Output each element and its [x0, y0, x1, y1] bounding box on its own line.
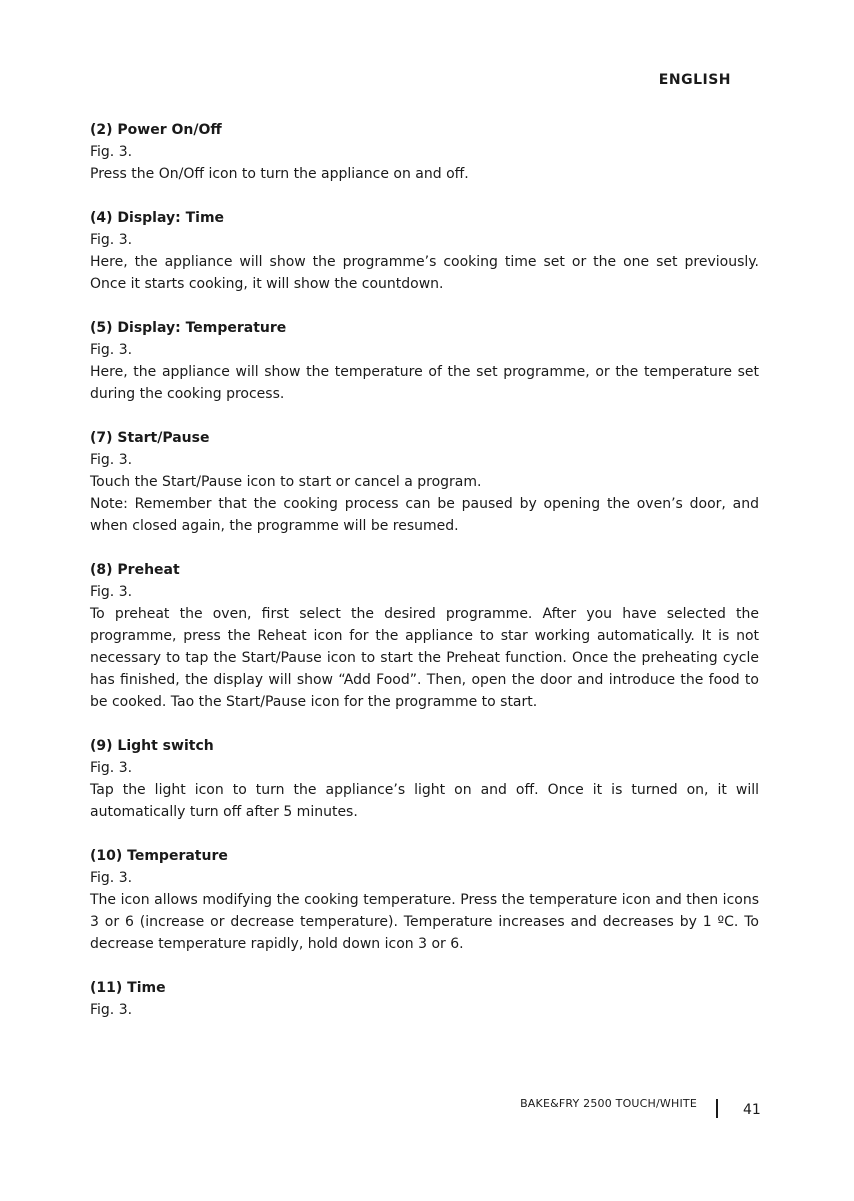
page-content [90, 119, 759, 1043]
language-label: ENGLISH [658, 72, 731, 88]
section-time [90, 977, 759, 1021]
section-heading: (10) Temperature [90, 848, 228, 864]
figure-ref: Fig. 3. [90, 760, 133, 776]
section-temperature [90, 845, 759, 955]
figure-ref: Fig. 3. [90, 870, 133, 886]
figure-ref: Fig. 3. [90, 232, 133, 248]
section-preheat [90, 559, 759, 713]
section-light-switch [90, 735, 759, 823]
section-heading: (11) Time [90, 980, 166, 996]
figure-ref: Fig. 3. [90, 144, 133, 160]
section-paragraph: Here, the appliance will show the programme’s cooking time set or the one set previously. Once it starts cooking, it will show the countdown. [90, 254, 759, 292]
section-heading: (8) Preheat [90, 562, 180, 578]
page-number: 41 [743, 1102, 761, 1118]
section-paragraph: Touch the Start/Pause icon to start or cancel a program. [90, 474, 482, 490]
section-display-temperature [90, 317, 759, 405]
section-paragraph: Here, the appliance will show the temperature of the set programme, or the temperature set during the cooking process. [90, 364, 759, 402]
section-paragraph: Tap the light icon to turn the appliance’s light on and off. Once it is turned on, it will automatically turn off after 5 minutes. [90, 782, 759, 820]
figure-ref: Fig. 3. [90, 1002, 133, 1018]
figure-ref: Fig. 3. [90, 452, 133, 468]
figure-ref: Fig. 3. [90, 584, 133, 600]
section-heading: (4) Display: Time [90, 210, 225, 226]
section-display-time [90, 207, 759, 295]
section-paragraph: The icon allows modifying the cooking temperature. Press the temperature icon and then icons 3 or 6 (increase or decrease temperature). Temperature increases and decreases by 1 ºC. To decrease temperature rapidly, hold down icon 3 or 6. [90, 892, 759, 952]
section-heading: (7) Start/Pause [90, 430, 210, 446]
footer-divider [716, 1099, 718, 1118]
section-note: Note: Remember that the cooking process can be paused by opening the oven’s door, and when closed again, the programme will be resumed. [90, 496, 759, 534]
section-paragraph: Press the On/Off icon to turn the appliance on and off. [90, 166, 469, 182]
footer-model-name: BAKE&FRY 2500 TOUCH/WHITE [520, 1097, 697, 1110]
section-power-on-off [90, 119, 759, 185]
figure-ref: Fig. 3. [90, 342, 133, 358]
section-paragraph: To preheat the oven, first select the desired programme. After you have selected the programme, press the Reheat icon for the appliance to star working automatically. It is not necessary to tap the Start/Pause icon to start the Preheat function. Once the preheating cycle has finished, the display will show “Add Food”. Then, open the door and introduce the food to be cooked. Tao the Start/Pause icon for the programme to start. [90, 606, 759, 710]
section-heading: (5) Display: Temperature [90, 320, 287, 336]
section-start-pause [90, 427, 759, 537]
section-heading: (9) Light switch [90, 738, 214, 754]
section-heading: (2) Power On/Off [90, 122, 222, 138]
